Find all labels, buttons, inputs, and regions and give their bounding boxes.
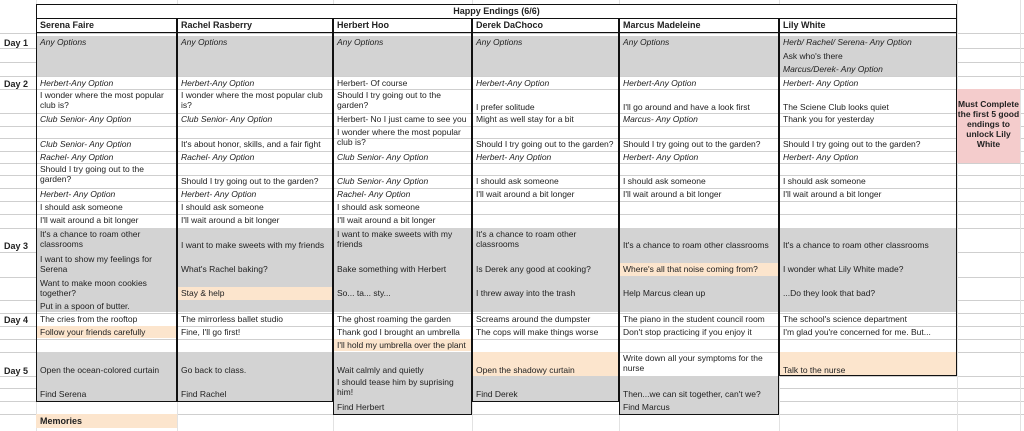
choice-cell[interactable]: I should ask someone bbox=[181, 202, 264, 212]
choice-cell[interactable]: Should I try going out to the garden? bbox=[623, 139, 761, 149]
choice-cell[interactable]: The ghost roaming the garden bbox=[337, 314, 451, 324]
choice-cell[interactable]: Write down all your symptoms for the nurse bbox=[623, 353, 763, 373]
choice-cell[interactable]: Wait calmly and quietly bbox=[337, 365, 424, 375]
choice-cell[interactable]: Find Rachel bbox=[181, 389, 227, 399]
choice-cell[interactable]: Herbert- No I just came to see you bbox=[337, 114, 467, 124]
choice-cell[interactable]: The piano in the student council room bbox=[623, 314, 765, 324]
row-header-day-5: Day 5 bbox=[4, 366, 29, 376]
choice-cell[interactable]: Herbert- Any Option bbox=[623, 152, 699, 162]
choice-cell[interactable]: Then...we can sit together, can't we? bbox=[623, 389, 761, 399]
column-header-herbert: Herbert Hoo bbox=[333, 19, 472, 33]
choice-cell[interactable]: Club Senior- Any Option bbox=[181, 114, 273, 124]
choice-cell[interactable]: Rachel- Any Option bbox=[181, 152, 255, 162]
choice-cell[interactable]: It's about honor, skills, and a fair fight bbox=[181, 139, 321, 149]
choice-cell[interactable]: I should ask someone bbox=[476, 176, 559, 186]
choice-cell[interactable]: Any Options bbox=[623, 37, 670, 47]
table-title: Happy Endings (6/6) bbox=[36, 4, 957, 19]
choice-cell[interactable]: It's a chance to roam other classrooms bbox=[40, 229, 141, 249]
choice-cell[interactable]: I should ask someone bbox=[623, 176, 706, 186]
choice-cell[interactable]: Where's all that noise coming from? bbox=[623, 264, 758, 274]
column-header-derek: Derek DaChoco bbox=[472, 19, 619, 33]
choice-cell[interactable]: Club Senior- Any Option bbox=[337, 152, 429, 162]
choice-cell[interactable]: Open the shadowy curtain bbox=[476, 365, 575, 375]
choice-cell[interactable]: I want to make sweets with my friends bbox=[181, 240, 325, 250]
choice-cell[interactable]: I'll hold my umbrella over the plant bbox=[337, 340, 466, 350]
choice-cell[interactable]: I'll wait around a bit longer bbox=[783, 189, 882, 199]
choice-cell[interactable]: Find Herbert bbox=[337, 402, 385, 412]
choice-cell[interactable]: Stay & help bbox=[181, 288, 225, 298]
choice-cell[interactable]: Want to make moon cookies together? bbox=[40, 278, 147, 298]
choice-cell[interactable]: Rachel- Any Option bbox=[337, 189, 411, 199]
choice-cell[interactable]: I should ask someone bbox=[337, 202, 420, 212]
choice-cell[interactable]: It's a chance to roam other classrooms bbox=[623, 240, 769, 250]
choice-cell[interactable]: I'll go around and have a look first bbox=[623, 102, 750, 112]
choice-cell[interactable]: Put in a spoon of butter. bbox=[40, 301, 130, 311]
row-header-day-2: Day 2 bbox=[4, 79, 29, 89]
memories-label: Memories bbox=[36, 414, 177, 428]
choice-cell[interactable]: ...Do they look that bad? bbox=[783, 288, 876, 298]
choice-cell[interactable]: I'll wait around a bit longer bbox=[40, 215, 139, 225]
choice-cell[interactable]: Club Senior- Any Option bbox=[40, 139, 132, 149]
column-header-lily: Lily White bbox=[779, 19, 957, 33]
choice-cell[interactable]: Fine, I'll go first! bbox=[181, 327, 241, 337]
choice-cell[interactable]: I want to show my feelings for Serena bbox=[40, 254, 152, 274]
choice-cell[interactable]: Find Serena bbox=[40, 389, 87, 399]
grid-col-line bbox=[1020, 0, 1021, 431]
choice-cell[interactable]: Herbert- Any Option bbox=[783, 78, 859, 88]
choice-cell[interactable]: Herbert- Any Option bbox=[40, 189, 116, 199]
choice-cell[interactable]: Find Derek bbox=[476, 389, 518, 399]
column-header-rachel: Rachel Rasberry bbox=[177, 19, 333, 33]
choice-cell[interactable]: Find Marcus bbox=[623, 402, 670, 412]
choice-cell[interactable]: Might as well stay for a bit bbox=[476, 114, 574, 124]
choice-cell[interactable]: I'll wait around a bit longer bbox=[337, 215, 436, 225]
row-header-day-4: Day 4 bbox=[4, 315, 29, 325]
choice-cell[interactable]: I should ask someone bbox=[40, 202, 123, 212]
choice-cell[interactable]: The Sciene Club looks quiet bbox=[783, 102, 889, 112]
choice-cell[interactable]: Should I try going out to the garden? bbox=[476, 139, 614, 149]
row-header-day-1: Day 1 bbox=[4, 38, 29, 48]
choice-cell[interactable]: I should ask someone bbox=[783, 176, 866, 186]
choice-cell[interactable]: Should I try going out to the garden? bbox=[337, 90, 441, 110]
grid-row-line bbox=[0, 126, 1024, 127]
choice-cell[interactable]: I wonder where the most popular club is? bbox=[40, 90, 164, 110]
choice-cell[interactable]: The cops will make things worse bbox=[476, 327, 599, 337]
choice-cell[interactable]: Should I try going out to the garden? bbox=[783, 139, 921, 149]
choice-cell[interactable]: It's a chance to roam other classrooms bbox=[783, 240, 929, 250]
grid-col-line bbox=[957, 0, 958, 431]
choice-cell[interactable]: Follow your friends carefully bbox=[40, 327, 146, 337]
choice-cell[interactable]: I wonder where the most popular club is? bbox=[337, 127, 461, 147]
choice-cell[interactable]: I'll wait around a bit longer bbox=[623, 189, 722, 199]
choice-cell[interactable]: Herbert- Any Option bbox=[476, 152, 552, 162]
choice-cell[interactable]: The cries from the rooftop bbox=[40, 314, 138, 324]
choice-cell[interactable]: Should I try going out to the garden? bbox=[181, 176, 319, 186]
grid-row-line bbox=[0, 33, 1024, 34]
choice-cell[interactable]: So... ta... sty... bbox=[337, 288, 391, 298]
choice-cell[interactable]: I'll wait around a bit longer bbox=[476, 189, 575, 199]
choice-cell[interactable]: Rachel- Any Option bbox=[40, 152, 114, 162]
choice-cell[interactable]: Any Options bbox=[476, 37, 523, 47]
choice-cell[interactable]: Bake something with Herbert bbox=[337, 264, 447, 274]
unlock-note: Must Complete the first 5 good endings to unlock Lily White bbox=[957, 89, 1020, 163]
choice-cell[interactable]: Should I try going out to the garden? bbox=[40, 164, 144, 184]
choice-cell[interactable]: Herbert-Any Option bbox=[40, 78, 114, 88]
choice-cell[interactable]: Talk to the nurse bbox=[783, 365, 846, 375]
choice-cell[interactable]: Any Options bbox=[337, 37, 384, 47]
row-header-day-3: Day 3 bbox=[4, 241, 29, 251]
choice-cell[interactable]: Is Derek any good at cooking? bbox=[476, 264, 591, 274]
choice-cell[interactable]: Thank god I brought an umbrella bbox=[337, 327, 460, 337]
choice-cell[interactable]: I should tease him by suprising him! bbox=[337, 377, 454, 397]
choice-cell[interactable]: Herbert- Of course bbox=[337, 78, 408, 88]
choice-cell[interactable]: Marcus/Derek- Any Option bbox=[783, 64, 883, 74]
choice-cell[interactable]: Ask who's there bbox=[783, 51, 843, 61]
choice-cell[interactable]: Help Marcus clean up bbox=[623, 288, 706, 298]
choice-cell[interactable]: It's a chance to roam other classrooms bbox=[476, 229, 577, 249]
choice-cell[interactable]: I wonder what Lily White made? bbox=[783, 264, 904, 274]
choice-cell[interactable]: Herbert- Any Option bbox=[181, 189, 257, 199]
choice-cell[interactable]: I'll wait around a bit longer bbox=[181, 215, 280, 225]
choice-cell[interactable]: I prefer solitude bbox=[476, 102, 535, 112]
choice-cell[interactable]: Any Options bbox=[181, 37, 228, 47]
grid-row-line bbox=[0, 339, 1024, 340]
choice-cell[interactable]: Marcus- Any Option bbox=[623, 114, 698, 124]
choice-cell[interactable]: The school's science department bbox=[783, 314, 907, 324]
choice-cell[interactable]: Don't stop practicing if you enjoy it bbox=[623, 327, 752, 337]
choice-cell[interactable]: Herbert- Any Option bbox=[783, 152, 859, 162]
choice-cell[interactable]: Herbert-Any Option bbox=[476, 78, 550, 88]
choice-cell[interactable]: I want to make sweets with my friends bbox=[337, 229, 453, 249]
choice-cell[interactable]: I threw away into the trash bbox=[476, 288, 576, 298]
choice-cell[interactable]: Go back to class. bbox=[181, 365, 247, 375]
choice-cell[interactable]: Club Senior- Any Option bbox=[40, 114, 132, 124]
choice-cell[interactable]: I wonder where the most popular club is? bbox=[181, 90, 323, 110]
choice-cell[interactable]: Herbert-Any Option bbox=[623, 78, 697, 88]
choice-cell[interactable]: Herbert-Any Option bbox=[181, 78, 255, 88]
choice-cell[interactable]: I'm glad you're concerned for me. But... bbox=[783, 327, 931, 337]
choice-cell[interactable]: Screams around the dumpster bbox=[476, 314, 591, 324]
choice-cell[interactable]: Any Options bbox=[40, 37, 87, 47]
choice-cell[interactable]: Herb/ Rachel/ Serena- Any Option bbox=[783, 37, 912, 47]
choice-cell[interactable]: Open the ocean-colored curtain bbox=[40, 365, 160, 375]
choice-cell[interactable]: Club Senior- Any Option bbox=[337, 176, 429, 186]
choice-cell[interactable]: The mirrorless ballet studio bbox=[181, 314, 284, 324]
column-header-marcus: Marcus Madeleine bbox=[619, 19, 779, 33]
choice-cell[interactable]: Thank you for yesterday bbox=[783, 114, 875, 124]
column-header-serena: Serena Faire bbox=[36, 19, 177, 33]
choice-cell[interactable]: What's Rachel baking? bbox=[181, 264, 268, 274]
